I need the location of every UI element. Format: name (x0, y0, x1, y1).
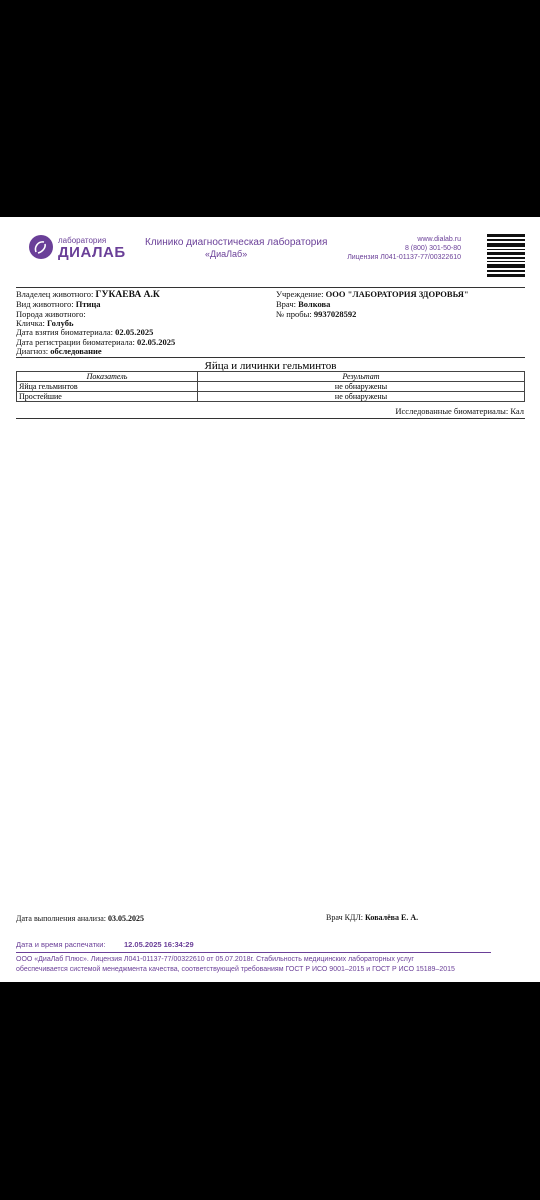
barcode-icon (487, 234, 525, 278)
results-table (16, 371, 525, 402)
table-row (17, 392, 525, 402)
biomaterial-note: Исследованные биоматериалы: Кал (395, 406, 524, 416)
section-end-divider (16, 418, 525, 419)
phone-number: 8 (800) 301-50-80 (404, 245, 461, 252)
institution-field: Учреждение: ООО "ЛАБОРАТОРИЯ ЗДОРОВЬЯ" (276, 289, 469, 299)
section-divider (16, 357, 525, 358)
lab-brand: «ДиаЛаб» (205, 249, 248, 259)
diagnosis-field: Диагноз: обследование (16, 346, 102, 356)
registration-date-field: Дата регистрации биоматериала: 02.05.2025 (16, 337, 176, 347)
license-number: Лицензия Л041-01137-77/00322610 (347, 254, 461, 261)
printed-label: Дата и время распечатки: (16, 940, 106, 949)
analysis-date-field: Дата выполнения анализа: 03.05.2025 (16, 914, 144, 923)
nickname-field: Кличка: Голубь (16, 318, 74, 328)
logo-subtitle: лаборатория (58, 236, 107, 245)
indicator-cell: Простейшие (17, 392, 198, 402)
legal-text-line2: обеспечивается системой менеджмента качества, соответствующей требованиям ГОСТ Р ИСО 9001–2015 и ГОСТ Р ИСО 15189–2015 (16, 966, 455, 973)
lab-name: Клинико диагностическая лаборатория (145, 237, 328, 248)
logo-title: ДИАЛАБ (58, 244, 126, 261)
owner-field: Владелец животного: ГУКАЕВА А.К (16, 289, 160, 300)
dialab-logo-icon (29, 235, 53, 259)
footer-divider (16, 952, 491, 953)
website-link[interactable]: www.dialab.ru (417, 236, 461, 243)
sample-date-field: Дата взятия биоматериала: 02.05.2025 (16, 327, 154, 337)
result-cell: не обнаружены (198, 382, 525, 392)
column-header-indicator: Показатель (17, 372, 198, 382)
header-divider (16, 287, 525, 288)
table-row (17, 382, 525, 392)
kdl-doctor-field: Врач КДЛ: Ковалёва Е. А. (326, 913, 419, 922)
result-cell: не обнаружены (198, 392, 525, 402)
section-title: Яйца и личинки гельминтов (204, 360, 337, 372)
sample-number-field: № пробы: 9937028592 (276, 309, 357, 319)
indicator-cell: Яйца гельминтов (17, 382, 198, 392)
doctor-field: Врач: Волкова (276, 299, 331, 309)
lab-report-document (0, 217, 540, 982)
table-header-row (17, 372, 525, 382)
breed-field: Порода животного: (16, 309, 86, 319)
column-header-result: Результат (198, 372, 525, 382)
legal-text-line1: ООО «ДиаЛаб Плюс». Лицензия Л041-01137-77/00322610 от 05.07.2018г. Стабильность медицинских лабораторных услуг (16, 956, 414, 963)
printed-datetime: 12.05.2025 16:34:29 (124, 940, 194, 949)
species-field: Вид животного: Птица (16, 299, 101, 309)
